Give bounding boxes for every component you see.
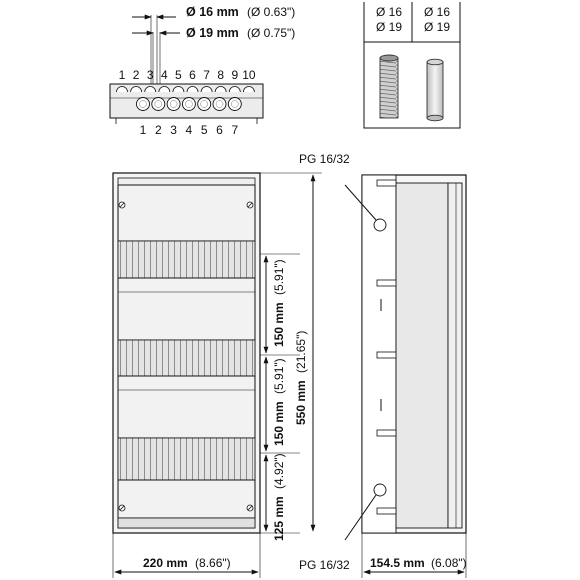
row2-mm: 150 mm	[272, 401, 286, 446]
front-view	[113, 173, 260, 533]
side-door-edge	[448, 183, 462, 528]
cable-gland-top	[374, 219, 386, 231]
pg-bottom-label: PG 16/32	[299, 558, 350, 572]
depth-dimension	[362, 533, 467, 578]
knockout-bottom-number: 7	[231, 123, 239, 137]
corrugated-conduit	[380, 55, 398, 118]
cover-strip-2	[118, 278, 255, 340]
knockout-bottom-number: 1	[139, 123, 147, 137]
knockout-bottom-number: 6	[216, 123, 223, 137]
knockout-top-number: 5	[175, 68, 182, 82]
knockout-hole-19	[152, 98, 165, 111]
device-row-1	[118, 241, 255, 278]
row3-inch: (4.92")	[272, 453, 286, 489]
width-mm: 220 mm	[143, 556, 188, 570]
dim-16-label: Ø 16 mm	[186, 5, 239, 19]
total-height-dimension	[260, 173, 322, 531]
cover-strip-3	[118, 376, 255, 438]
depth-label	[370, 556, 467, 570]
width-label	[143, 556, 231, 570]
conduit-left-label-16: Ø 16	[376, 5, 403, 19]
knockout-bottom-number: 4	[185, 123, 193, 137]
screw-icon	[119, 202, 125, 208]
pg-top-label: PG 16/32	[299, 152, 350, 166]
knockout-top-number: 2	[132, 68, 140, 82]
cover-strip-1	[118, 185, 255, 241]
conduit-left-label-19: Ø 19	[376, 20, 403, 34]
side-door	[396, 183, 448, 528]
total-height-inch: (21.65")	[294, 330, 308, 373]
knockout-top-number: 7	[203, 68, 210, 82]
knockout-top-number: 4	[160, 68, 168, 82]
knockout-hole-19	[137, 98, 150, 111]
knockout-hole-19	[198, 98, 211, 111]
dim-19-inch-label: (Ø 0.75")	[247, 26, 296, 40]
knockout-hole-19	[167, 98, 180, 111]
row2-dim-label	[272, 358, 286, 446]
screw-icon	[247, 505, 253, 511]
knockout-hole-19	[213, 98, 226, 111]
knockout-hole-19	[182, 98, 195, 111]
depth-mm: 154.5 mm	[370, 556, 425, 570]
row3-dim-label	[272, 453, 286, 541]
mounting-tab	[377, 508, 396, 514]
conduit-box	[364, 2, 460, 128]
knockout-bottom-number: 5	[200, 123, 208, 137]
knockout-bottom-number: 3	[170, 123, 177, 137]
dim-19-label: Ø 19 mm	[186, 26, 239, 40]
knockout-top-number: 8	[217, 68, 225, 82]
device-row-3	[118, 438, 255, 480]
knockout-top-number: 10	[242, 68, 256, 82]
mounting-tab	[377, 180, 396, 186]
knockout-top-number: 1	[118, 68, 126, 82]
smooth-conduit	[427, 59, 443, 121]
knockout-strip	[110, 68, 263, 137]
width-dimension	[113, 533, 260, 578]
screw-icon	[119, 505, 125, 511]
total-height-mm: 550 mm	[294, 380, 308, 425]
screw-icon	[247, 202, 253, 208]
dim-16-inch-label: (Ø 0.63")	[247, 5, 296, 19]
row1-dim-label	[272, 259, 286, 347]
total-height-label	[294, 331, 308, 425]
width-inch: (8.66")	[195, 556, 231, 570]
knockout-top-numbers	[119, 68, 256, 82]
cable-entry-callout	[132, 5, 295, 90]
mounting-tab	[377, 352, 396, 358]
side-view	[299, 152, 466, 572]
knockout-bottom-numbers	[140, 123, 239, 137]
cover-strip-4	[118, 480, 255, 518]
row2-inch: (5.91")	[272, 358, 286, 394]
conduit-right-label-19: Ø 19	[424, 20, 451, 34]
knockout-top-number: 3	[146, 68, 154, 82]
knockout-hole-19	[228, 98, 241, 111]
cable-gland-bottom	[374, 484, 386, 496]
knockout-bottom-number: 2	[154, 123, 162, 137]
knockout-top-number: 9	[231, 68, 239, 82]
row3-mm: 125 mm	[272, 496, 286, 541]
mounting-tab	[377, 280, 396, 286]
row1-mm: 150 mm	[272, 302, 286, 347]
mounting-tab	[377, 430, 396, 436]
device-row-2	[118, 340, 255, 376]
row1-inch: (5.91")	[272, 259, 286, 295]
conduit-right-label-16: Ø 16	[424, 5, 451, 19]
knockout-top-number: 6	[189, 68, 196, 82]
conduit-box-frame	[364, 42, 460, 128]
bottom-rail	[118, 518, 255, 528]
depth-inch: (6.08")	[431, 556, 467, 570]
